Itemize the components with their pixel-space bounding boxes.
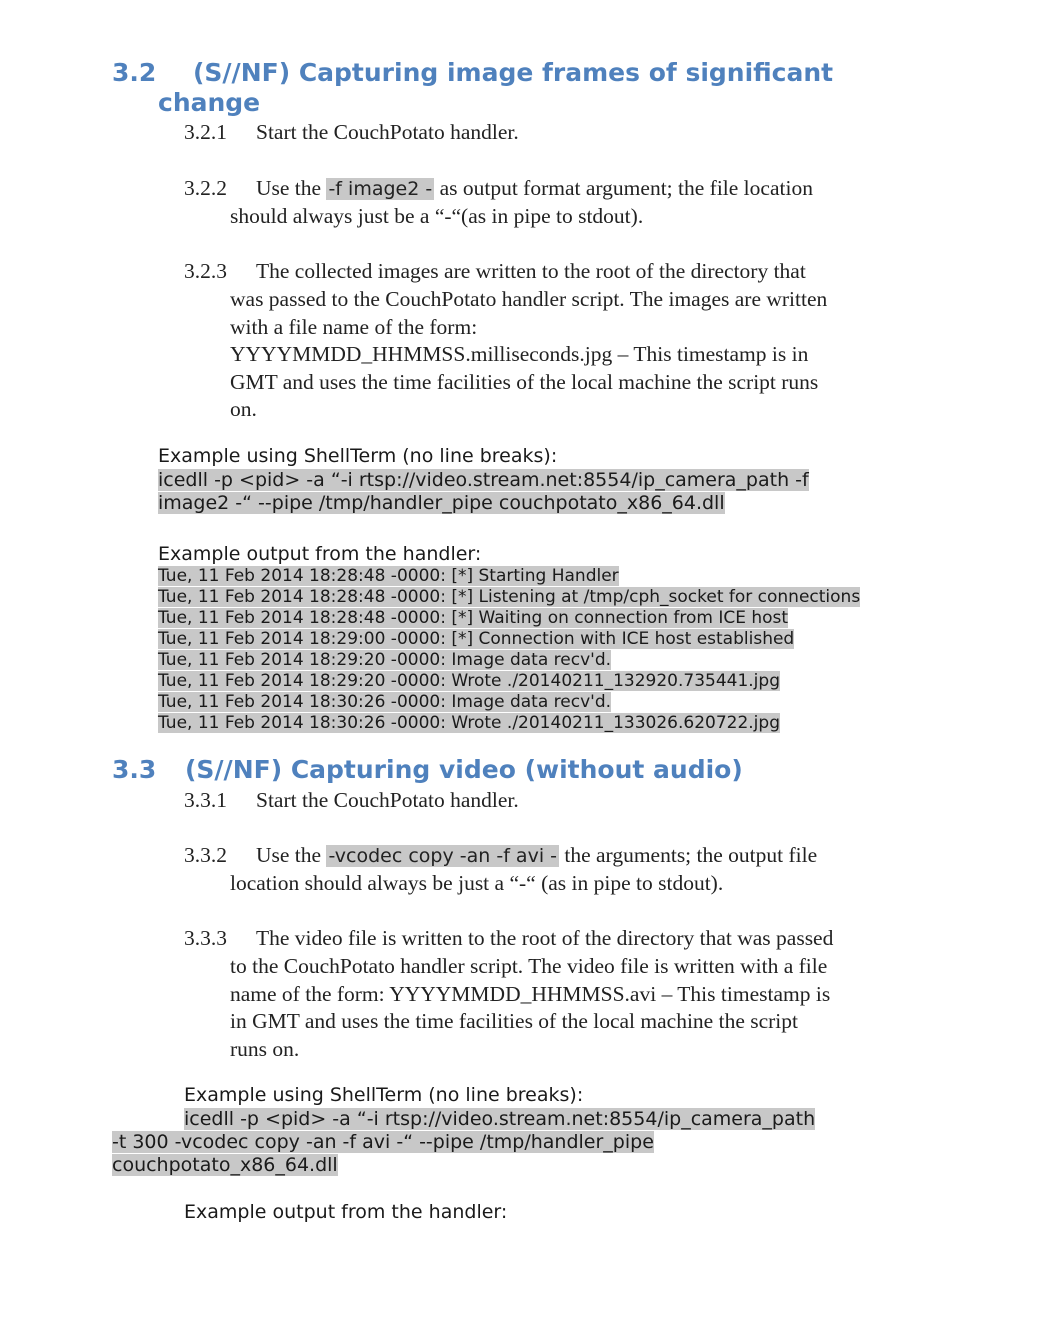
log-line xyxy=(158,713,780,734)
log-text: Tue, 11 Feb 2014 18:29:00 -0000: [*] Connection with ICE host established xyxy=(158,629,795,649)
example-command-line2 xyxy=(158,492,725,515)
code-text: -t 300 -vcodec copy -an -f avi -“ --pipe /tmp/handler_pipe xyxy=(112,1131,654,1153)
item-3-2-3-line4: YYYYMMDD_HHMMSS.milliseconds.jpg – This timestamp is in xyxy=(230,342,809,366)
log-text: Tue, 11 Feb 2014 18:30:26 -0000: Image data recv'd. xyxy=(158,692,612,712)
log-text: Tue, 11 Feb 2014 18:28:48 -0000: [*] Starting Handler xyxy=(158,566,619,586)
item-3-2-3 xyxy=(184,257,806,285)
log-line xyxy=(158,608,788,629)
example-command-line3 xyxy=(112,1154,338,1177)
item-3-2-1 xyxy=(184,118,519,146)
log-text: Tue, 11 Feb 2014 18:29:20 -0000: Wrote ./20140211_132920.735441.jpg xyxy=(158,671,780,691)
section-3-3-number: 3.3 xyxy=(112,755,157,784)
item-text: Use the xyxy=(256,176,327,200)
item-number: 3.3.3 xyxy=(184,926,227,950)
item-number: 3.3.1 xyxy=(184,788,227,812)
item-text: the arguments; the output file xyxy=(559,843,818,867)
log-text: Tue, 11 Feb 2014 18:29:20 -0000: Image data recv'd. xyxy=(158,650,612,670)
example-command-label: Example using ShellTerm (no line breaks): xyxy=(184,1084,584,1106)
item-3-3-3-line4: in GMT and uses the time facilities of the local machine the script xyxy=(230,1009,798,1033)
log-line xyxy=(158,692,611,713)
code-text: icedll -p <pid> -a “-i rtsp://video.stream.net:8554/ip_camera_path xyxy=(184,1108,816,1130)
section-3-3-title: (S//NF) Capturing video (without audio) xyxy=(185,755,743,784)
example-command-line2 xyxy=(112,1131,654,1154)
log-line xyxy=(158,629,794,650)
log-text: Tue, 11 Feb 2014 18:28:48 -0000: [*] Waiting on connection from ICE host xyxy=(158,608,789,628)
item-text: Start the CouchPotato handler. xyxy=(256,120,519,144)
item-3-2-3-line2: was passed to the CouchPotato handler script. The images are written xyxy=(230,287,828,311)
section-3-2-number: 3.2 xyxy=(112,58,157,87)
item-text: Start the CouchPotato handler. xyxy=(256,788,519,812)
item-number: 3.2.3 xyxy=(184,259,227,283)
item-text: The video file is written to the root of the directory that was passed xyxy=(256,926,834,950)
item-3-2-2-line2: should always just be a “-“(as in pipe to stdout). xyxy=(230,204,644,228)
item-number: 3.2.2 xyxy=(184,176,227,200)
item-number: 3.3.2 xyxy=(184,843,227,867)
example-output-label: Example output from the handler: xyxy=(184,1201,508,1223)
item-text: The collected images are written to the root of the directory that xyxy=(256,259,806,283)
item-3-3-3-line5: runs on. xyxy=(230,1037,300,1061)
item-3-2-3-line5: GMT and uses the time facilities of the local machine the script runs xyxy=(230,370,819,394)
item-3-3-3 xyxy=(184,924,833,952)
item-3-2-3-line6: on. xyxy=(230,397,257,421)
section-3-2-title: (S//NF) Capturing image frames of significant xyxy=(193,58,834,87)
log-text: Tue, 11 Feb 2014 18:28:48 -0000: [*] Listening at /tmp/cph_socket for connections xyxy=(158,587,861,607)
item-3-3-2-line2: location should always be just a “-“ (as in pipe to stdout). xyxy=(230,871,724,895)
example-command-line1 xyxy=(184,1108,815,1131)
log-line xyxy=(158,650,611,671)
item-number: 3.2.1 xyxy=(184,120,227,144)
section-3-2-title-cont: change xyxy=(158,88,261,117)
item-3-2-2 xyxy=(184,174,813,203)
item-3-3-3-line3: name of the form: YYYYMMDD_HHMMSS.avi – This timestamp is xyxy=(230,982,831,1006)
example-command-line1 xyxy=(158,469,809,492)
log-line xyxy=(158,671,780,692)
item-text: Use the xyxy=(256,843,327,867)
code-text: icedll -p <pid> -a “-i rtsp://video.stream.net:8554/ip_camera_path -f xyxy=(158,469,809,491)
code-text: image2 -“ --pipe /tmp/handler_pipe couchpotato_x86_64.dll xyxy=(158,492,725,514)
code-text: couchpotato_x86_64.dll xyxy=(112,1154,338,1176)
inline-code: -vcodec copy -an -f avi - xyxy=(328,845,557,867)
item-3-3-2 xyxy=(184,841,817,870)
log-line xyxy=(158,566,619,587)
log-line xyxy=(158,587,860,608)
log-text: Tue, 11 Feb 2014 18:30:26 -0000: Wrote ./20140211_133026.620722.jpg xyxy=(158,713,780,733)
item-3-3-1 xyxy=(184,786,519,814)
item-text: as output format argument; the file location xyxy=(434,176,813,200)
item-3-3-3-line2: to the CouchPotato handler script. The video file is written with a file xyxy=(230,954,828,978)
example-command-label: Example using ShellTerm (no line breaks): xyxy=(158,445,558,467)
inline-code: -f image2 - xyxy=(328,178,433,200)
example-output-label: Example output from the handler: xyxy=(158,543,482,565)
item-3-2-3-line3: with a file name of the form: xyxy=(230,315,478,339)
